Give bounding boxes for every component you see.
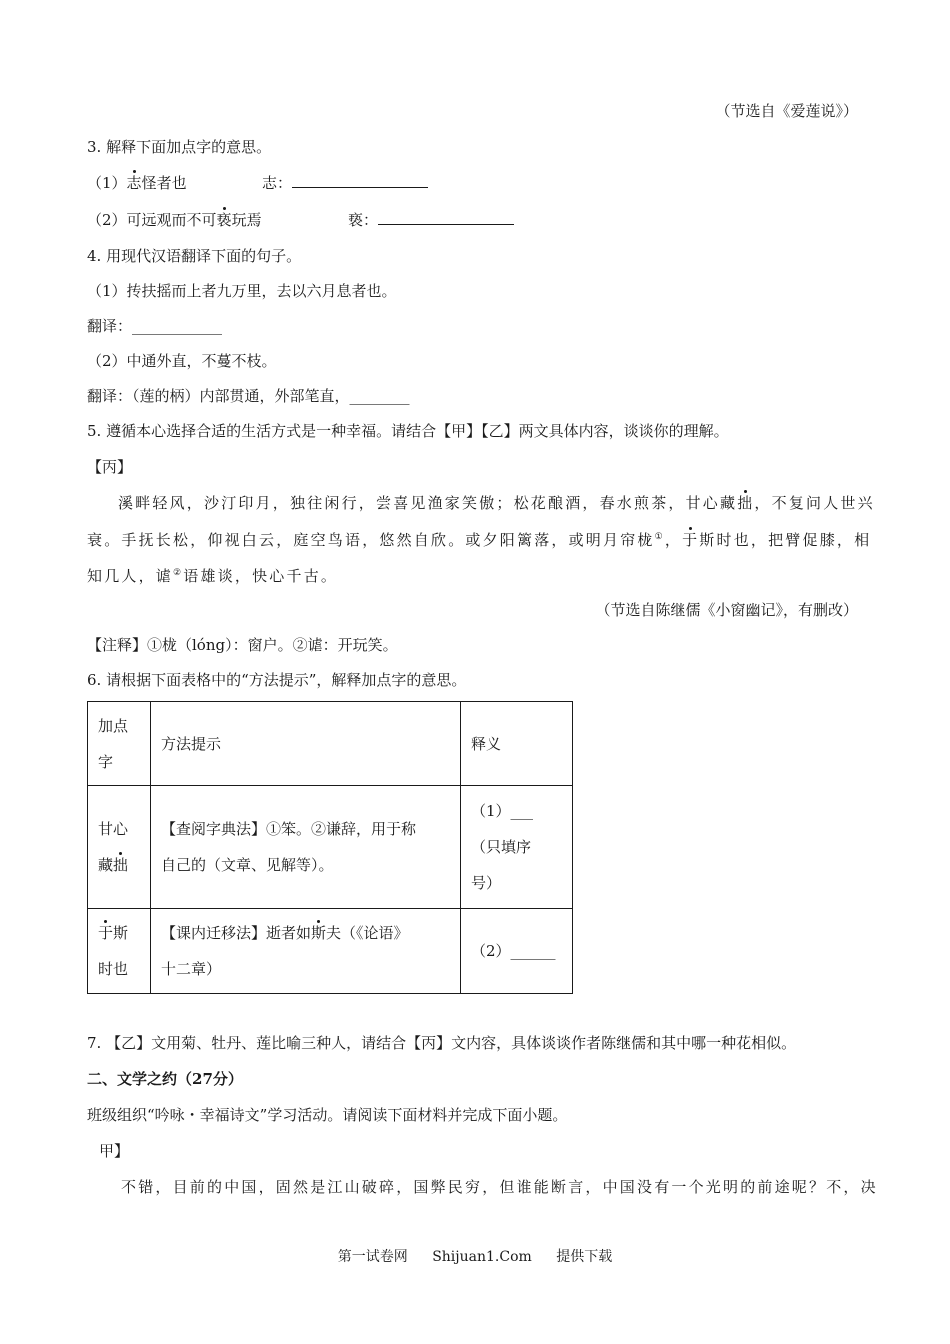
answer-blank[interactable]: ________: [349, 387, 410, 405]
footer-site: 第一试卷网: [337, 1249, 408, 1265]
q3-answer-1: 志：: [262, 173, 428, 193]
q4-translation-1: 翻译：____________: [87, 317, 223, 335]
footer-domain: Shijuan1.Com: [432, 1249, 532, 1265]
page-footer: [0, 1246, 950, 1266]
jia-heading: 甲】: [99, 1142, 130, 1160]
section-intro: 班级组织“吟咏・幸福诗文”学习活动。请阅读下面材料并完成下面小题。: [87, 1106, 568, 1124]
dotted-char: 斯: [311, 924, 327, 942]
cell-char: 甘心 藏拙: [88, 786, 151, 909]
q4-sentence-1: （1）抟扶摇而上者九万里，去以六月息者也。: [87, 282, 397, 300]
cell-method: 【查阅字典法】①笨。②谦辞，用于称 自己的（文章、见解等）。: [151, 786, 461, 909]
dotted-char: 志: [126, 174, 142, 192]
header-meaning: 释义: [461, 702, 573, 786]
q4-sentence-2: （2）中通外直，不蔓不枝。: [87, 352, 277, 370]
dotted-char: 于: [98, 924, 114, 942]
footer-note: 提供下载: [556, 1249, 613, 1265]
cell-meaning[interactable]: （1）___ （只填序 号）: [461, 786, 573, 909]
table-row: [88, 786, 573, 909]
method-table: [87, 701, 573, 994]
bing-passage-line-3: 知几人，谑②语雄谈，快心千古。: [87, 567, 339, 585]
cell-meaning[interactable]: （2）______: [461, 909, 573, 994]
bing-passage-line-1: 溪畔轻风，沙汀印月，独往闲行，尝喜见渔家笑傲；松花酿酒，春水煎茶，甘心藏拙，不复问人世兴: [118, 494, 875, 512]
dotted-char: 亵: [216, 211, 232, 229]
header-char: 加点 字: [88, 702, 151, 786]
section-title: 二、文学之约（27分）: [87, 1070, 243, 1088]
q3-item-1: （1）志怪者也: [87, 174, 187, 192]
cell-char: 于斯 时也: [88, 909, 151, 994]
answer-blank[interactable]: ____________: [132, 317, 223, 335]
cell-method: 【课内迁移法】逝者如斯夫（《论语》 十二章）: [151, 909, 461, 994]
q3-item-2: （2）可远观而不可亵玩焉: [87, 211, 262, 229]
q6-stem: 6. 请根据下面表格中的“方法提示”，解释加点字的意思。: [87, 671, 467, 689]
q4-stem: 4. 用现代汉语翻译下面的句子。: [87, 247, 302, 265]
answer-blank[interactable]: [378, 210, 514, 225]
q5-stem: 5. 遵循本心选择合适的生活方式是一种幸福。请结合【甲】【乙】两文具体内容，谈谈你的理解。: [87, 422, 729, 440]
bing-notes: 【注释】①栊（lóng）：窗户。②谑：开玩笑。: [87, 636, 398, 654]
bing-passage-line-2: 衰。手抚长松，仰视白云，庭空鸟语，悠然自欣。或夕阳篱落，或明月帘栊①，于斯时也，把臂促膝，相: [87, 531, 872, 549]
q3-stem: 3. 解释下面加点字的意思。: [87, 138, 272, 156]
bing-heading: 【丙】: [87, 458, 133, 476]
source-ailianshuo: （节选自《爱莲说》）: [715, 102, 858, 120]
q4-translation-2: 翻译：（莲的柄）内部贯通，外部笔直，________: [87, 387, 410, 405]
q3-answer-2: 亵：: [348, 210, 514, 230]
dotted-char: 拙: [113, 856, 129, 874]
q7-stem: 7. 【乙】文用菊、牡丹、莲比喻三种人，请结合【丙】文内容，具体谈谈作者陈继儒和其中哪一种花相似。: [87, 1034, 797, 1052]
jia-passage-line-1: 不错，目前的中国，固然是江山破碎，国弊民穷，但谁能断言，中国没有一个光明的前途呢？不，决: [121, 1178, 878, 1196]
table-row: [88, 702, 573, 786]
header-method: 方法提示: [151, 702, 461, 786]
dotted-char: 拙: [737, 494, 755, 512]
table-row: [88, 909, 573, 994]
answer-blank[interactable]: [292, 173, 428, 188]
source-xiaochuangyouji: （节选自陈继儒《小窗幽记》，有删改）: [595, 601, 858, 619]
dotted-char: 于: [682, 531, 700, 549]
